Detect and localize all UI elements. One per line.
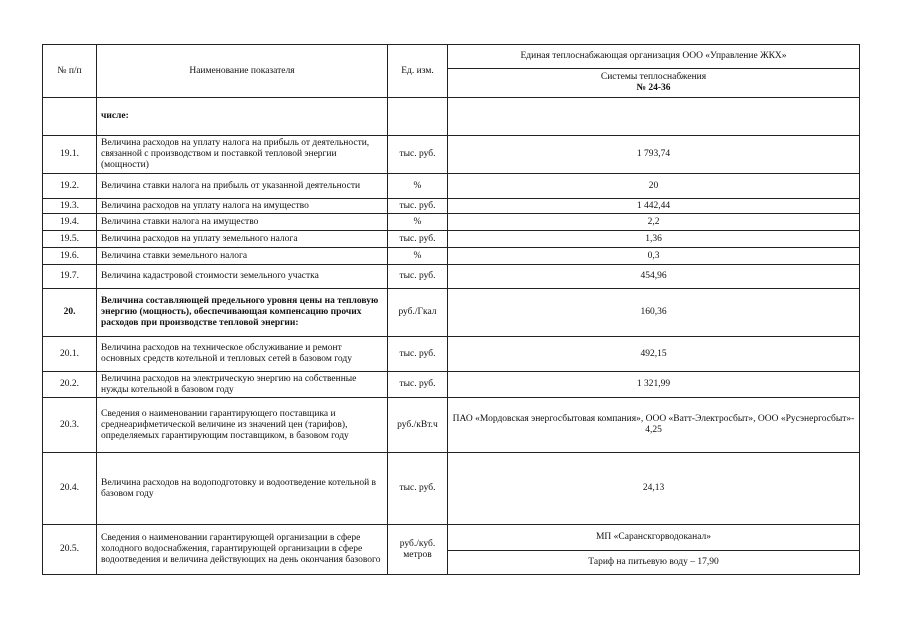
row-value: 1 442,44 xyxy=(448,199,860,214)
row-value: 24,13 xyxy=(448,453,860,525)
row-value: МП «Саранскгорводоканал» xyxy=(448,525,860,551)
row-unit: % xyxy=(388,214,448,231)
row-value: 160,36 xyxy=(448,289,860,337)
row-unit xyxy=(388,98,448,136)
row-value: ПАО «Мордовская энергосбытовая компания», ООО «Ватт-Электросбыт», ООО «Русэнергосбыт»- 4,25 xyxy=(448,398,860,453)
org-title: Единая теплоснабжающая организация ООО «Управление ЖКХ» xyxy=(448,45,860,69)
systems-number: № 24-36 xyxy=(636,83,671,93)
table-row xyxy=(43,453,860,525)
col-header-unit: Ед. изм. xyxy=(388,45,448,98)
row-name: Величина ставки земельного налога xyxy=(97,248,388,265)
row-value: 0,3 xyxy=(448,248,860,265)
table-row xyxy=(43,337,860,372)
table-row xyxy=(43,136,860,174)
row-num: 20.3. xyxy=(43,398,97,453)
systems-label: Системы теплоснабжения xyxy=(600,72,707,82)
row-value: 1,36 xyxy=(448,231,860,248)
table-row xyxy=(43,248,860,265)
row-name: Величина расходов на уплату земельного налога xyxy=(97,231,388,248)
row-unit: тыс. руб. xyxy=(388,136,448,174)
indicator-table xyxy=(42,44,860,575)
row-num: 20. xyxy=(43,289,97,337)
row-num: 19.1. xyxy=(43,136,97,174)
row-num xyxy=(43,98,97,136)
row-num: 19.5. xyxy=(43,231,97,248)
row-unit: % xyxy=(388,174,448,199)
row-name: Величина расходов на уплату налога на прибыль от деятельности, связанной с производством и поставкой тепловой энергии (мощности) xyxy=(97,136,388,174)
row-name: Величина расходов на электрическую энергию на собственные нужды котельной в базовом году xyxy=(97,372,388,398)
systems-header xyxy=(448,69,860,98)
row-unit: тыс. руб. xyxy=(388,372,448,398)
row-name: Величина составляющей предельного уровня цены на тепловую энергию (мощность), обеспечивающая компенсацию прочих расходов при производстве тепловой энергии: xyxy=(97,289,388,337)
table-row xyxy=(43,372,860,398)
row-unit: руб./Гкал xyxy=(388,289,448,337)
row-num: 20.1. xyxy=(43,337,97,372)
row-num: 20.5. xyxy=(43,525,97,575)
table-row xyxy=(43,398,860,453)
row-num: 19.4. xyxy=(43,214,97,231)
row-value: 20 xyxy=(448,174,860,199)
table-row xyxy=(43,214,860,231)
row-unit: руб./кВт.ч xyxy=(388,398,448,453)
row-name: Сведения о наименовании гарантирующего поставщика и среднеарифметической величине из значений цен (тарифов), определяемых гарантирующим поставщиком, в базовом году xyxy=(97,398,388,453)
table-row xyxy=(43,98,860,136)
row-unit: руб./куб. метров xyxy=(388,525,448,575)
row-value: 2,2 xyxy=(448,214,860,231)
row-name: Сведения о наименовании гарантирующей организации в сфере холодного водоснабжения, гарантирующей организации в сфере водоотведения и величина действующих на день окончания базового xyxy=(97,525,388,575)
row-name: Величина ставки налога на имущество xyxy=(97,214,388,231)
row-value xyxy=(448,98,860,136)
table-row xyxy=(43,231,860,248)
row-num: 19.3. xyxy=(43,199,97,214)
table-row xyxy=(43,199,860,214)
table-row xyxy=(43,289,860,337)
row-name: Величина расходов на техническое обслуживание и ремонт основных средств котельной и тепловых сетей в базовом году xyxy=(97,337,388,372)
row-unit: тыс. руб. xyxy=(388,337,448,372)
row-value: 1 321,99 xyxy=(448,372,860,398)
row-num: 19.2. xyxy=(43,174,97,199)
table-row xyxy=(43,174,860,199)
row-value: 454,96 xyxy=(448,265,860,289)
row-value: 1 793,74 xyxy=(448,136,860,174)
row-num: 19.7. xyxy=(43,265,97,289)
row-unit: тыс. руб. xyxy=(388,265,448,289)
table-row xyxy=(43,525,860,551)
col-header-num: № п/п xyxy=(43,45,97,98)
row-name: Величина ставки налога на прибыль от указанной деятельности xyxy=(97,174,388,199)
row-unit: тыс. руб. xyxy=(388,453,448,525)
row-value: 492,15 xyxy=(448,337,860,372)
row-unit: тыс. руб. xyxy=(388,231,448,248)
row-num: 19.6. xyxy=(43,248,97,265)
col-header-name: Наименование показателя xyxy=(97,45,388,98)
row-name: Величина расходов на водоподготовку и водоотведение котельной в базовом году xyxy=(97,453,388,525)
row-name: Величина расходов на уплату налога на имущество xyxy=(97,199,388,214)
row-name: Величина кадастровой стоимости земельного участка xyxy=(97,265,388,289)
row-value-secondary: Тариф на питьевую воду – 17,90 xyxy=(448,551,860,575)
row-name: числе: xyxy=(97,98,388,136)
row-unit: % xyxy=(388,248,448,265)
row-unit: тыс. руб. xyxy=(388,199,448,214)
row-num: 20.4. xyxy=(43,453,97,525)
row-num: 20.2. xyxy=(43,372,97,398)
table-row xyxy=(43,265,860,289)
